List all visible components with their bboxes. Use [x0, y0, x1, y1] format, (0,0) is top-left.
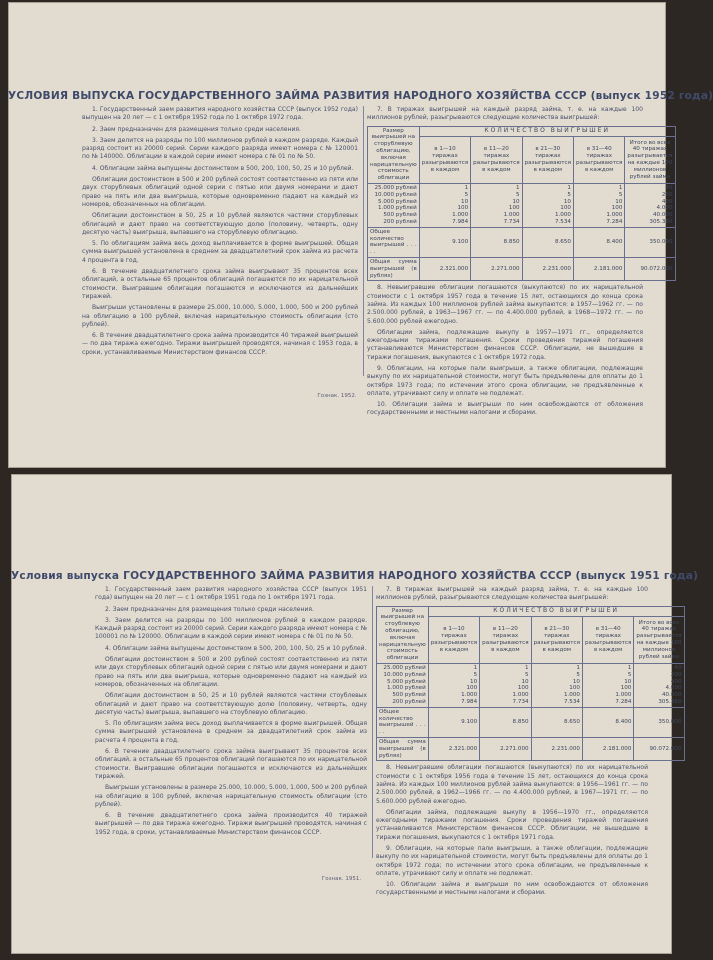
paragraph: 2. Заем предназначен для размещения только среди населения.	[92, 125, 301, 133]
table-header: в 31—40 тиражах разыгрываются в каждом	[573, 137, 624, 184]
table-cell: 2.271.000	[480, 737, 531, 760]
paragraph: Выигрыши установлены в размере 25.000, 10.000, 5.000, 1.000, 500 и 200 рублей на облигацию в 100 рублей, включая нарицательную стоимость облигации (сто рублей).	[95, 784, 367, 808]
prize-table	[376, 606, 685, 762]
table-cell: 90.072.000	[634, 737, 684, 760]
table-row	[368, 183, 676, 227]
prize-table	[367, 126, 676, 282]
table-cell: 40 200 400 4.000 40.000 305.360	[625, 183, 675, 227]
paragraph: 9. Облигации, на которые пали выигрыши, а также облигации, подлежащие выкупу по их нарицательной стоимости, могут быть предъявлены для оплаты до 1 октября 1973 года; по истечении этого срока облигации, не предъявленные к оплате, утрачивают силу и оплате не подлежат.	[367, 365, 643, 397]
table-cell: 8.650	[531, 707, 582, 737]
column-divider	[372, 586, 373, 858]
table-row	[377, 663, 685, 707]
table-header: в 1—10 тиражах разыгрываются в каждом	[419, 137, 470, 184]
paragraph: 7. В тиражах выигрышей на каждый разряд займа, т. е. на каждые 100 миллионов рублей, разыгрываются следующие количества выигрышей:	[376, 586, 648, 602]
paragraph: Облигации займа, подлежащие выкупу в 1956—1970 гг., определяются ежегодными тиражами погашения. Сроки проведения тиражей погашения устанавливаются Министерством финансов СССР. Облигации, не вышедшие в тиражи погашения, выкупаются с 1 октября 1971 года.	[376, 808, 648, 841]
table-cell: 1 5 10 100 1.000 7.284	[573, 183, 624, 227]
table-cell: 350.000	[634, 707, 684, 737]
paragraph: 9. Облигации, на которые пали выигрыши, а также облигации, подлежащие выкупу по их нарицательной стоимости, могут быть предъявлены для оплаты до 1 октября 1972 года; по истечении этого срока облигации, не предъявленные к оплате, утрачивают силу и оплате не подлежат.	[376, 845, 648, 877]
table-cell: 2.181.000	[582, 737, 633, 760]
table-cell: 1 5 10 100 1.000 7.534	[522, 183, 573, 227]
table-cell: 40 200 400 4.000 40.000 305.360	[634, 663, 684, 707]
paragraph: 5. По облигациям займа весь доход выплачивается в форме выигрышей. Общая сумма выигрышей установлена в среднем за двадцатилетний срок займа из расчета 4 процента в год.	[82, 240, 358, 264]
table-cell: 1 5 10 100 1.000 7.984	[419, 183, 470, 227]
table-cell: 2.321.000	[419, 257, 470, 280]
table-cell: 2.181.000	[573, 257, 624, 280]
table-cell: 9.100	[419, 227, 470, 257]
table-cell: 8.400	[573, 227, 624, 257]
table-header: в 31—40 тиражах разыгрываются в каждом	[582, 617, 633, 664]
paragraph: 1. Государственный заем развития народного хозяйства СССР (выпуск 1952 года) выпущен на 20 лет — с 1 октября 1952 года по 1 октября 1972 года.	[82, 106, 358, 122]
paragraph: 3. Заем делится на разряды по 100 миллионов рублей в каждом разряде. Каждый разряд состоит из 20000 серий. Серии каждого разряда имеют номера с № 100001 по № 120000. Облигации в каждой серии имеют номера с № 01 по № 50.	[95, 616, 367, 641]
table-cell: 2.231.000	[522, 257, 573, 280]
table-cell: 1 5 10 100 1.000 7.284	[582, 663, 633, 707]
table-cell: 2.231.000	[531, 737, 582, 760]
paragraph: Облигации займа, подлежащие выкупу в 1957—1971 гг., определяются ежегодными тиражами погашения. Сроки проведения тиражей погашения устанавливаются Министерством финансов СССР. Облигации, не вышедшие в тиражи погашения, выкупаются с 1 октября 1972 года.	[367, 328, 643, 361]
table-row	[377, 737, 685, 760]
table-cell: 350.000	[625, 227, 675, 257]
paragraph: 2. Заем предназначен для размещения только среди населения.	[105, 605, 314, 613]
paragraph: 6. В течение двадцатилетнего срока займа выигрывают 35 процентов всех облигаций, а остальные 65 процентов облигаций погашаются по их нарицательной стоимости. Выигравшие облигации погашаются и исключаются из дальнейших тиражей.	[95, 748, 367, 780]
paragraph: 6. В течение двадцатилетнего срока займа производится 40 тиражей выигрышей — по два тиража ежегодно. Тиражи выигрышей проводятся, начиная с 1952 года, в сроки, устанавливаемые Министерством финансов СССР.	[95, 812, 367, 836]
table-cell: Общее количество выигрышей . . . . .	[368, 227, 420, 257]
table-cell: 8.650	[522, 227, 573, 257]
paragraph: 6. В течение двадцатилетнего срока займа выигрывают 35 процентов всех облигаций, а остальные 65 процентов облигаций погашаются по их нарицательной стоимости. Выигравшие облигации погашаются и исключаются из дальнейших тиражей.	[82, 268, 358, 300]
table-header: в 21—30 тиражах разыгрываются в каждом	[531, 617, 582, 664]
sheet-title: Условия выпуска ГОСУДАРСТВЕННОГО ЗАЙМА РАЗВИТИЯ НАРОДНОГО ХОЗЯЙСТВА СССР (выпуск 1951 года)	[11, 570, 699, 582]
table-row	[377, 707, 685, 737]
right-column	[376, 586, 682, 901]
table-row	[368, 257, 676, 280]
paragraph: Облигации достоинством в 50, 25 и 10 рублей являются частями стоублевых облигаций и дают право на соответствующую долю (половину, четверть, одну десятую часть) выигрыша, выпавшего на стоублевую облигацию.	[95, 692, 367, 716]
table-cell: 8.850	[471, 227, 522, 257]
paragraph: 8. Невыигравшие облигации погашаются (выкупаются) по их нарицательной стоимости с 1 октября 1957 года в течение 15 лет, остающихся до конца срока займа. Из каждых 100 миллионов рублей займа выкупаются: в 1957—1962 гг. — по 2.500.000 рублей, в 1963—1967 гг. — по 4.400.000 рублей, в 1968—1972 гг. — по 5.600.000 рублей ежегодно.	[367, 284, 643, 325]
table-header: Размер выигрышей на стоублевую облигацию, включая нарицательную стоимость облигации	[377, 606, 429, 663]
table-cell: 2.321.000	[428, 737, 479, 760]
right-column	[367, 106, 673, 421]
paragraph: 4. Облигации займа выпущены достоинством в 500, 200, 100, 50, 25 и 10 рублей.	[105, 644, 367, 652]
table-cell: Общая сумма выигрышей (в рублях)	[377, 737, 429, 760]
table-header: в 11—20 тиражах разыгрываются в каждом	[471, 137, 522, 184]
paragraph: Облигации достоинством в 500 и 200 рублей состоят соответственно из пяти или двух сторублевых облигаций одной серии с пятью или двумя номерами и дают право на пять или два выигрыша, которые одновременно падают на каждый из номеров, обозначенных на облигации.	[82, 176, 358, 208]
left-column	[82, 106, 358, 360]
table-header: в 1—10 тиражах разыгрываются в каждом	[428, 617, 479, 664]
paragraph: 3. Заем делится на разряды по 100 миллионов рублей в каждом разряде. Каждый разряд состоит из 20000 серий. Серии каждого разряда имеют номера с № 120001 по № 140000. Облигации в каждой серии имеют номера с № 01 по № 50.	[82, 136, 358, 161]
table-cell: 8.400	[582, 707, 633, 737]
paragraph: 10. Облигации займа и выигрыши по ним освобождаются от обложения государственными и местными налогами и сборами.	[367, 401, 643, 417]
table-cell: 8.850	[480, 707, 531, 737]
table-cell: 1 5 10 100 1.000 7.534	[531, 663, 582, 707]
table-cell: 1 5 10 100 1.000 7.734	[471, 183, 522, 227]
table-header: КОЛИЧЕСТВО ВЫИГРЫШЕЙ	[419, 126, 675, 136]
bond-sheet-1951	[11, 474, 699, 954]
paragraph: Выигрыши установлены в размере 25.000, 10.000, 5.000, 1.000, 500 и 200 рублей на облигацию в 100 рублей, включая нарицательную стоимость облигации (сто рублей).	[82, 304, 358, 328]
table-header: Размер выигрышей на сторублевую облигацию, включая нарицательную стоимость облигации	[368, 126, 420, 183]
table-header: в 21—30 тиражах разыгрываются в каждом	[522, 137, 573, 184]
paragraph: 8. Невыигравшие облигации погашаются (выкупаются) по их нарицательной стоимости с 1 октября 1956 года в течение 15 лет, остающихся до конца срока займа. Из каждых 100 миллионов рублей займа выкупаются: в 1956—1961 гг. — по 2.500.000 рублей, в 1962—1966 гг. — по 4.400.000 рублей, в 1967—1971 гг. — по 5.600.000 рублей ежегодно.	[376, 764, 648, 805]
table-cell: 90.072.000	[625, 257, 675, 280]
table-header: КОЛИЧЕСТВО ВЫИГРЫШЕЙ	[428, 606, 684, 616]
table-cell: 1 5 10 100 1.000 7.984	[428, 663, 479, 707]
printer-mark: Гознак. 1952.	[317, 393, 357, 399]
table-header: Итого во всех 40 тиражах разыгрывается на каждые 100 миллионов рублей займа	[625, 137, 675, 184]
left-column	[95, 586, 367, 840]
paragraph: 1. Государственный заем развития народного хозяйства СССР (выпуск 1951 года) выпущен на 20 лет — с 1 октября 1951 года по 1 октября 1971 года.	[95, 586, 367, 602]
paragraph: 6. В течение двадцатилетнего срока займа производится 40 тиражей выигрышей — по два тиража ежегодно. Тиражи выигрышей проводятся, начиная с 1953 года, в сроки, устанавливаемые Министерством финансов СССР.	[82, 332, 358, 356]
table-cell: 1 5 10 100 1.000 7.734	[480, 663, 531, 707]
bond-sheet-1952	[8, 2, 713, 468]
sheet-title: УСЛОВИЯ ВЫПУСКА ГОСУДАРСТВЕННОГО ЗАЙМА РАЗВИТИЯ НАРОДНОГО ХОЗЯЙСТВА СССР (выпуск 1952 года)	[8, 90, 713, 102]
column-divider	[363, 106, 364, 376]
paragraph: 10. Облигации займа и выигрыши по ним освобождаются от обложения государственными и местными налогами и сборами.	[376, 881, 648, 897]
table-header: Итого во всех 40 тиражах разыгрывается на каждые 100 миллионов рублей займа	[634, 617, 684, 664]
printer-mark: Гознак. 1951.	[321, 876, 362, 882]
table-cell: Общая сумма выигрышей (в рублях)	[368, 257, 420, 280]
table-row	[368, 227, 676, 257]
table-cell: 25.000 рублей 10.000 рублей 5.000 рублей 1.000 рублей 500 рублей 200 рублей	[377, 663, 429, 707]
paragraph: Облигации достоинством в 50, 25 и 10 рублей являются частями сторублевых облигаций и дают право на соответствующую долю (половину, четверть, одну десятую часть) выигрыша, выпавшего на сторублевую облигацию.	[82, 212, 358, 236]
paragraph: 7. В тиражах выигрышей на каждый разряд займа, т. е. на каждые 100 миллионов рублей, разыгрываются следующие количества выигрышей:	[367, 106, 643, 122]
table-header: в 11—20 тиражах разыгрываются в каждом	[480, 617, 531, 664]
table-cell: 9.100	[428, 707, 479, 737]
table-cell: Общее количество выигрышей . . . . .	[377, 707, 429, 737]
table-cell: 25.000 рублей 10.000 рублей 5.000 рублей 1.000 рублей 500 рублей 200 рублей	[368, 183, 420, 227]
paragraph: Облигации достоинством в 500 и 200 рублей состоят соответственно из пяти или двух сторублевых облигаций одной серии с пятью или двумя номерами и дают право на пять или два выигрыша, которые одновременно падают на каждый из номеров, обозначенных на облигации.	[95, 656, 367, 688]
paragraph: 5. По облигациям займа весь доход выплачивается в форме выигрышей. Общая сумма выигрышей установлена в среднем за двадцатилетний срок займа из расчета 4 процента в год.	[95, 720, 367, 744]
paragraph: 4. Облигации займа выпущены достоинством в 500, 200, 100, 50, 25 и 10 рублей.	[92, 164, 354, 172]
table-cell: 2.271.000	[471, 257, 522, 280]
